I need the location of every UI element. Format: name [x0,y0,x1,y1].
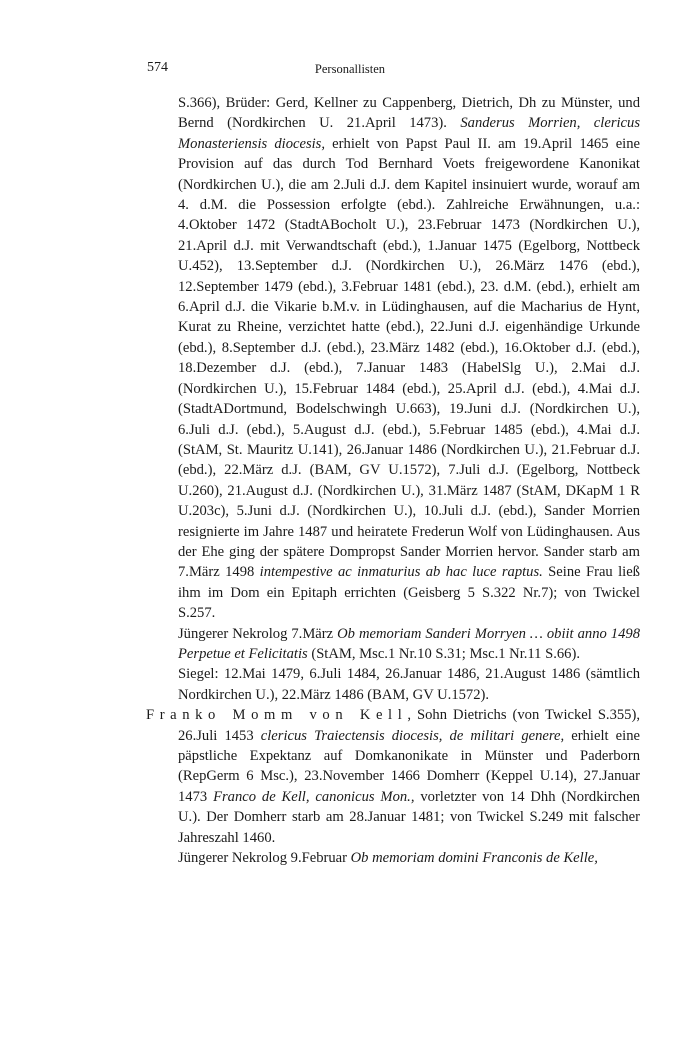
italic-text: Ob memoriam domini Franconis de Kelle, [350,850,598,867]
text-run: Siegel: 12.Mai 1479, 6.Juli 1484, 26.Januar 1486, 21.August 1486 (sämtlich Nordkirchen U.), 22.März 1486 (BAM, GV U.1572). [178,666,640,703]
entry-franko-momm [146,705,640,848]
text-run: erhielt eine päpstliche Expektanz auf Domkanonikate in Münster und Paderborn (RepGerm 6 Msc.), 23.November 1466 Domherr (Keppel U.14), 27.Januar 1473 [178,727,640,805]
text-run: erhielt von Papst Paul II. am 19.April 1465 eine Provision auf das durch Tod Bernhard Voets freigewordene Kanonikat (Nordkirchen U.), die am 2.Juli d.J. dem Kapitel insinuiert wurde, worauf am 4. d.M. die Possession erfolgte (ebd.). Zahlreiche Erwähnungen, u.a.: 4.Oktober 1472 (StadtABocholt U.), 23.Februar 1473 (Nordkirchen U.), 21.April d.J. mit Verwandtschaft (ebd.), 1.Januar 1475 (Egelborg, Nottbeck U.452), 13.September d.J. (Nordkirchen U.), 26.März 1476 (ebd.), 12.September 1479 (ebd.), 3.Februar 1481 (ebd.), 23. d.M. (ebd.), erhielt am 6.April d.J. die Vikarie b.M.v. in Lüdinghausen, auf die Macharius de Hynt, Kurat zu Rheine, verzichtet hatte (ebd.), 22.Juni d.J. eigenhändige Urkunde (ebd.), 8.September d.J. (ebd.), 23.März 1482 (ebd.), 16.Oktober d.J. (ebd.), 18.Dezember d.J. (ebd.), 7.Januar 1483 (HabelSlg U.), 2.Mai d.J. (Nordkirchen U.), 15.Februar 1484 (ebd.), 25.April d.J. (ebd.), 4.Mai d.J. (StadtADortmund, Bodelschwingh U.663), 19.Juni d.J. (Nordkirchen U.), 6.Juli d.J. (ebd.), 5.August d.J. (ebd.), 5.Februar 1485 (ebd.), 4.Mai d.J. (StAM, St. Mauritz U.141), 26.Januar 1486 (Nordkirchen U.), 21.Februar d.J. (ebd.), 22.März d.J. (BAM, GV U.1572), 7.Juli d.J. (Egelborg, Nottbeck U.260), 21.August d.J. (Nordkirchen U.), 31.März 1487 (StAM, DKapM 1 R U.203c), 5.Juni d.J. (Nordkirchen U.), 10.Juli d.J. (ebd.), Sander Morrien resignierte im Jahre 1487 und heiratete Frederun Wolf von Lüdinghausen. Aus der Ehe ging der spätere Dompropst Sander Morrien hervor. Sander starb am 7.März 1498 [178,135,640,581]
entry-body [178,707,640,845]
text-run: Jüngerer Nekrolog 9.Februar [178,850,351,867]
page-number: 574 [147,60,168,75]
text-run: S.366), Brüder: Gerd, Kellner zu Cappenberg, Dietrich, Dh zu Münster, und Bernd (Nordkirchen U. 21.April 1473). [178,95,640,132]
text-run: vorletzter von 14 Dhh (Nordkirchen U.). Der Domherr starb am 28.Januar 1481; von Twickel S.249 mit falscher Jahreszahl 1460. [178,788,640,846]
italic-text: Sanderus Morrien, clericus Monasteriensis diocesis, [178,115,641,152]
text-run: , Sohn Dietrichs (von Twickel S.355), 26.Juli 1453 [178,707,640,744]
italic-text: Franco de Kell, canonicus Mon., [213,788,415,805]
paragraph-franko-nekrolog [178,848,640,868]
italic-text: clericus Traiectensis diocesis, de militari genere, [260,727,565,744]
paragraph-sanderus-nekrolog [178,624,640,665]
text-run: Seine Frau ließ ihm im Dom ein Epitaph errichten (Geisberg 5 S.322 Nr.7); von Twickel S.257. [178,564,640,622]
running-head: Personallisten [314,62,386,76]
text-run: (StAM, Msc.1 Nr.10 S.31; Msc.1 Nr.11 S.66). [307,645,580,662]
italic-text: intempestive ac inmaturius ab hac luce raptus. [259,564,543,581]
text-block [146,93,641,868]
paragraph-sanderus-siegel [178,664,640,705]
paragraph-sanderus-bio [178,93,640,624]
entry-name: Franko Momm von Kell [146,707,408,724]
italic-text: Ob memoriam Sanderi Morryen … obiit anno 1498 Perpetue et Felicitatis [178,625,640,662]
text-run: Jüngerer Nekrolog 7.März [178,625,338,642]
